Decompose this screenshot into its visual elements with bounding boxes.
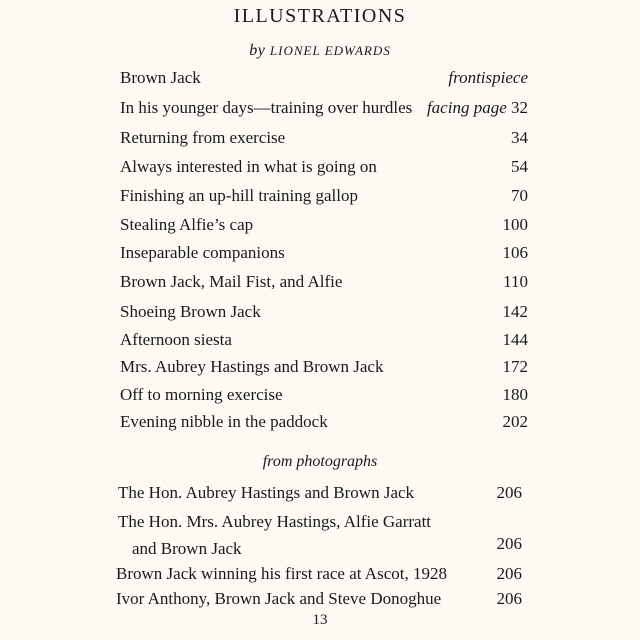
entry-page: 206 xyxy=(496,564,522,583)
page-title: ILLUSTRATIONS xyxy=(233,5,407,27)
byline xyxy=(0,42,640,60)
illustration-entry xyxy=(120,385,528,407)
entry-title: Brown Jack xyxy=(120,68,201,87)
entry-page: 34 xyxy=(511,128,528,147)
entry-page: 32 xyxy=(511,98,528,117)
entry-title: Returning from exercise xyxy=(120,128,286,147)
entry-title: Evening nibble in the paddock xyxy=(120,412,328,431)
entry-page: 206 xyxy=(496,483,522,502)
entry-title: In his younger days—training over hurdles xyxy=(120,98,413,117)
section-subheading: from photographs xyxy=(262,453,378,470)
entry-title: The Hon. Mrs. Aubrey Hastings, Alfie Garratt xyxy=(118,512,432,531)
entry-page: 202 xyxy=(502,412,528,431)
entry-page: 70 xyxy=(511,186,528,205)
illustration-entry xyxy=(120,302,528,324)
entry-page: 100 xyxy=(502,215,528,234)
entry-title: Brown Jack, Mail Fist, and Alfie xyxy=(120,272,343,291)
entry-title: Stealing Alfie’s cap xyxy=(120,215,254,234)
entry-page: frontispiece xyxy=(448,68,528,87)
entry-page: 172 xyxy=(502,357,528,376)
entry-title: Mrs. Aubrey Hastings and Brown Jack xyxy=(120,357,384,376)
entry-title: Inseparable companions xyxy=(120,243,285,262)
photograph-entry xyxy=(118,483,522,505)
illustration-entry xyxy=(120,186,528,208)
entry-title: Off to morning exercise xyxy=(120,385,283,404)
entry-page: 106 xyxy=(502,243,528,262)
entry-title: The Hon. Aubrey Hastings and Brown Jack xyxy=(118,483,415,502)
entry-page-prefix: facing page xyxy=(426,98,507,117)
entry-page: 206 xyxy=(496,534,522,553)
photograph-entry xyxy=(118,512,522,566)
entry-title: Shoeing Brown Jack xyxy=(120,302,261,321)
entry-title: Brown Jack winning his first race at Ascot, 1928 xyxy=(116,564,447,583)
illustration-entry xyxy=(120,243,528,265)
illustration-entry xyxy=(120,98,528,120)
illustration-entry xyxy=(120,157,528,179)
byline-prefix: by xyxy=(249,42,266,59)
entry-page: 180 xyxy=(502,385,528,404)
photograph-entry xyxy=(116,564,522,586)
illustration-entry xyxy=(120,357,528,379)
entry-page: 206 xyxy=(496,589,522,608)
entry-title: Afternoon siesta xyxy=(120,330,232,349)
entry-title: Always interested in what is going on xyxy=(120,157,377,176)
illustration-entry xyxy=(120,68,528,90)
entry-title: Ivor Anthony, Brown Jack and Steve Donoghue xyxy=(116,589,442,608)
entry-page: 110 xyxy=(503,272,528,291)
entry-title-continued: and Brown Jack xyxy=(132,539,242,558)
byline-author: LIONEL EDWARDS xyxy=(269,43,391,58)
illustration-entry xyxy=(120,330,528,352)
illustration-entry xyxy=(120,128,528,150)
photograph-entry xyxy=(116,589,522,611)
entry-page-group xyxy=(427,98,528,118)
page-number: 13 xyxy=(312,612,328,628)
entry-page: 144 xyxy=(502,330,528,349)
entry-page: 142 xyxy=(502,302,528,321)
entry-page: 54 xyxy=(511,157,528,176)
illustration-entry xyxy=(120,215,528,237)
illustration-entry xyxy=(120,272,528,294)
entry-title: Finishing an up-hill training gallop xyxy=(120,186,358,205)
illustration-entry xyxy=(120,412,528,434)
